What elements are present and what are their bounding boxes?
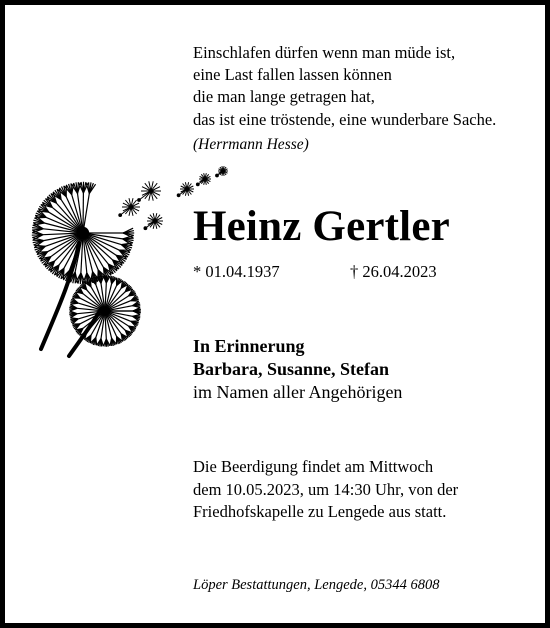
funeral-line: Die Beerdigung findet am Mittwoch [193, 457, 434, 476]
funeral-line: Friedhofskapelle zu Lengede aus statt. [193, 502, 447, 521]
death-date: † 26.04.2023 [350, 262, 437, 281]
mourners-names: Barbara, Susanne, Stefan [193, 359, 390, 379]
mourners-subline: im Namen aller Angehörigen [193, 382, 403, 402]
deceased-name: Heinz Gertler [193, 203, 450, 250]
poem-line: Einschlafen dürfen wenn man müde ist, [193, 43, 456, 62]
poem-line: die man lange getragen hat, [193, 87, 375, 107]
mourners-heading: In Erinnerung [193, 336, 305, 356]
poem [193, 42, 496, 131]
funeral-line: dem 10.05.2023, um 14:30 Uhr, von der [193, 479, 459, 499]
life-dates [193, 262, 453, 284]
poem-line: eine Last fallen lassen können [193, 65, 392, 85]
poem-line: das ist eine tröstende, eine wunderbare Sache. [193, 109, 497, 129]
birth-date: * 01.04.1937 [193, 262, 280, 281]
mourners [193, 335, 402, 404]
poem-author: (Herrmann Hesse) [193, 136, 309, 153]
undertaker: Löper Bestattungen, Lengede, 05344 6808 [193, 577, 440, 593]
funeral-info [193, 456, 458, 524]
